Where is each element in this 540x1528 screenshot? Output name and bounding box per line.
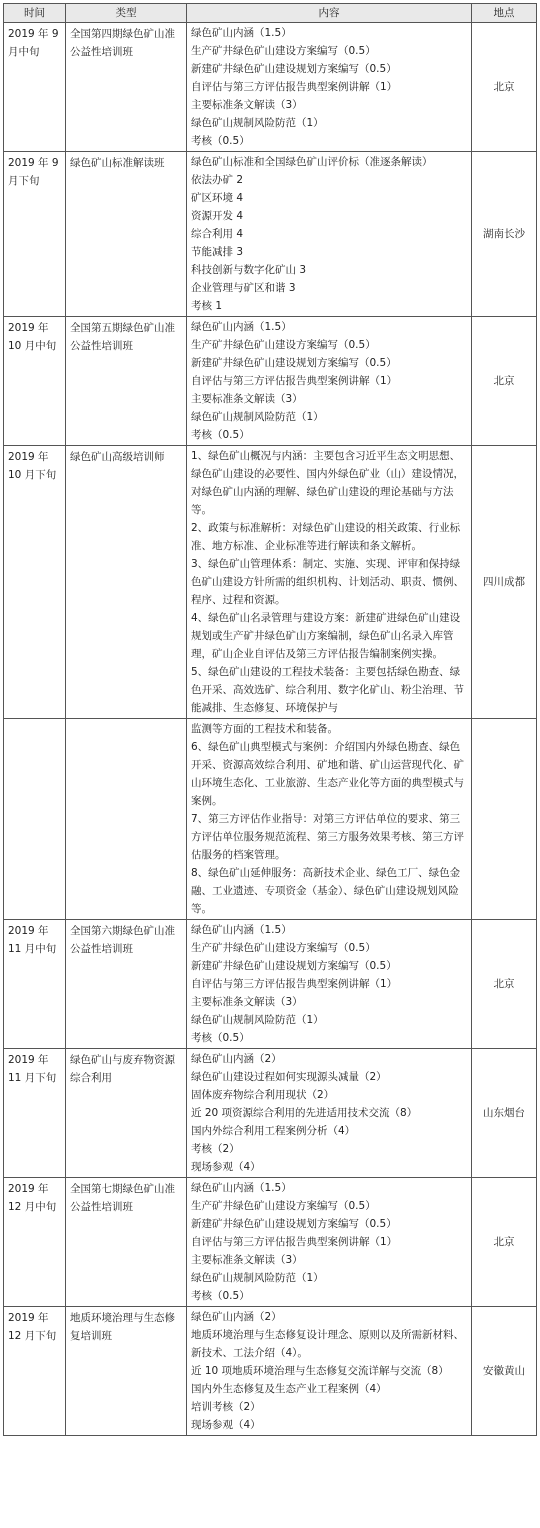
row-location: 安徽黄山 (472, 1307, 537, 1436)
header-content: 内容 (187, 4, 472, 23)
content-line: 主要标准条文解读（3） (191, 996, 303, 1008)
header-location: 地点 (472, 4, 537, 23)
content-line: 矿区环境 4 (191, 192, 244, 204)
content-line: 绿色矿山内涵（2） (191, 1311, 282, 1323)
content-line: 生产矿井绿色矿山建设方案编写（0.5） (191, 1200, 376, 1212)
content-line: 自评估与第三方评估报告典型案例讲解（1） (191, 978, 398, 990)
content-line: 企业管理与矿区和谐 3 (191, 282, 296, 294)
row-location: 北京 (472, 1178, 537, 1307)
content-line: 绿色矿山内涵（1.5） (191, 1182, 292, 1194)
row-type: 绿色矿山高级培训师 (66, 446, 187, 719)
table-header-row (4, 4, 537, 23)
content-line: 绿色矿山规制风险防范（1） (191, 1014, 324, 1026)
row-content (187, 23, 472, 152)
table-row (4, 1178, 537, 1307)
row-time: 2019 年 10 月下旬 (4, 446, 66, 719)
content-line: 综合利用 4 (191, 228, 244, 240)
content-line: 绿色矿山内涵（1.5） (191, 924, 292, 936)
content-line: 6、绿色矿山典型模式与案例：介绍国内外绿色勘查、绿色开采、资源高效综合利用、矿地和谐、矿山运营现代化、矿山环境生态化、工业旅游、生态产业化等方面的典型模式与案例。 (191, 741, 464, 807)
table-row (4, 446, 537, 719)
table-row (4, 152, 537, 317)
content-line: 自评估与第三方评估报告典型案例讲解（1） (191, 375, 398, 387)
row-content (187, 920, 472, 1049)
row-content (187, 719, 472, 920)
content-line: 国内外综合利用工程案例分析（4） (191, 1125, 356, 1137)
content-line: 7、第三方评估作业指导：对第三方评估单位的要求、第三方评估单位服务规范流程、第三方服务效果考核、第三方评估服务的档案管理。 (191, 813, 464, 861)
header-time: 时间 (4, 4, 66, 23)
content-line: 近 10 项地质环境治理与生态修复交流详解与交流（8） (191, 1365, 449, 1377)
content-line: 绿色矿山规制风险防范（1） (191, 117, 324, 129)
content-line: 近 20 项资源综合利用的先进适用技术交流（8） (191, 1107, 418, 1119)
content-line: 生产矿井绿色矿山建设方案编写（0.5） (191, 942, 376, 954)
row-time: 2019 年 12 月中旬 (4, 1178, 66, 1307)
row-time: 2019 年 12 月下旬 (4, 1307, 66, 1436)
row-type: 绿色矿山与废弃物资源综合利用 (66, 1049, 187, 1178)
content-line: 绿色矿山建设过程如何实现源头减量（2） (191, 1071, 387, 1083)
row-type: 全国第七期绿色矿山准公益性培训班 (66, 1178, 187, 1307)
content-line: 绿色矿山标准和全国绿色矿山评价标（准逐条解读） (191, 156, 433, 168)
content-line: 新建矿井绿色矿山建设规划方案编写（0.5） (191, 63, 397, 75)
table-row (4, 1049, 537, 1178)
content-line: 自评估与第三方评估报告典型案例讲解（1） (191, 1236, 398, 1248)
content-line: 节能减排 3 (191, 246, 244, 258)
row-location: 湖南长沙 (472, 152, 537, 317)
content-line: 主要标准条文解读（3） (191, 393, 303, 405)
content-line: 考核（2） (191, 1143, 240, 1155)
row-time: 2019 年 10 月中旬 (4, 317, 66, 446)
row-content (187, 152, 472, 317)
content-line: 生产矿井绿色矿山建设方案编写（0.5） (191, 45, 376, 57)
row-location: 北京 (472, 920, 537, 1049)
content-line: 2、政策与标准解析：对绿色矿山建设的相关政策、行业标准、地方标准、企业标准等进行解读和条文解析。 (191, 522, 461, 552)
content-line: 绿色矿山内涵（1.5） (191, 321, 292, 333)
content-line: 国内外生态修复及生态产业工程案例（4） (191, 1383, 387, 1395)
content-line: 监测等方面的工程技术和装备。 (191, 723, 338, 735)
row-content (187, 1307, 472, 1436)
content-line: 5、绿色矿山建设的工程技术装备：主要包括绿色勘查、绿色开采、高效选矿、综合利用、数字化矿山、粉尘治理、节能减排、生态修复、环境保护与 (191, 666, 464, 714)
content-line: 现场参观（4） (191, 1419, 261, 1431)
content-line: 绿色矿山规制风险防范（1） (191, 411, 324, 423)
row-location: 北京 (472, 23, 537, 152)
row-time: 2019 年 9 月中旬 (4, 23, 66, 152)
content-line: 绿色矿山内涵（1.5） (191, 27, 292, 39)
row-type: 全国第四期绿色矿山准公益性培训班 (66, 23, 187, 152)
row-content (187, 1178, 472, 1307)
content-line: 考核（0.5） (191, 135, 250, 147)
training-schedule-table (3, 3, 537, 1436)
content-line: 主要标准条文解读（3） (191, 99, 303, 111)
header-type: 类型 (66, 4, 187, 23)
content-line: 新建矿井绿色矿山建设规划方案编写（0.5） (191, 1218, 397, 1230)
content-line: 考核（0.5） (191, 429, 250, 441)
table-row (4, 719, 537, 920)
content-line: 新建矿井绿色矿山建设规划方案编写（0.5） (191, 960, 397, 972)
row-type (66, 719, 187, 920)
row-time: 2019 年 11 月下旬 (4, 1049, 66, 1178)
table-row (4, 317, 537, 446)
content-line: 主要标准条文解读（3） (191, 1254, 303, 1266)
row-time: 2019 年 11 月中旬 (4, 920, 66, 1049)
content-line: 生产矿井绿色矿山建设方案编写（0.5） (191, 339, 376, 351)
row-location (472, 719, 537, 920)
table-row (4, 23, 537, 152)
row-location: 四川成都 (472, 446, 537, 719)
content-line: 考核（0.5） (191, 1032, 250, 1044)
row-type: 地质环境治理与生态修复培训班 (66, 1307, 187, 1436)
content-line: 培训考核（2） (191, 1401, 261, 1413)
content-line: 资源开发 4 (191, 210, 244, 222)
content-line: 绿色矿山内涵（2） (191, 1053, 282, 1065)
content-line: 自评估与第三方评估报告典型案例讲解（1） (191, 81, 398, 93)
row-content (187, 446, 472, 719)
row-type: 全国第五期绿色矿山准公益性培训班 (66, 317, 187, 446)
content-line: 科技创新与数字化矿山 3 (191, 264, 307, 276)
row-type: 全国第六期绿色矿山准公益性培训班 (66, 920, 187, 1049)
content-line: 地质环境治理与生态修复设计理念、原则以及所需新材料、新技术、工法介绍（4）。 (191, 1329, 464, 1359)
content-line: 考核（0.5） (191, 1290, 250, 1302)
row-location: 山东烟台 (472, 1049, 537, 1178)
content-line: 3、绿色矿山管理体系：制定、实施、实现、评审和保持绿色矿山建设方针所需的组织机构、计划活动、职责、惯例、程序、过程和资源。 (191, 558, 464, 606)
row-content (187, 1049, 472, 1178)
content-line: 现场参观（4） (191, 1161, 261, 1173)
table-row (4, 920, 537, 1049)
row-location: 北京 (472, 317, 537, 446)
content-line: 4、绿色矿山名录管理与建设方案：新建矿进绿色矿山建设规划或生产矿井绿色矿山方案编制，绿色矿山名录入库管理，矿山企业自评估及第三方评估报告编制案例实操。 (191, 612, 461, 660)
content-line: 依法办矿 2 (191, 174, 244, 186)
content-line: 8、绿色矿山延伸服务：高新技术企业、绿色工厂、绿色金融、工业遗迹、专项资金（基金）、绿色矿山建设规划风险等。 (191, 867, 461, 915)
row-content (187, 317, 472, 446)
content-line: 新建矿井绿色矿山建设规划方案编写（0.5） (191, 357, 397, 369)
table-row (4, 1307, 537, 1436)
content-line: 1、绿色矿山概况与内涵：主要包含习近平生态文明思想、绿色矿山建设的必要性、国内外绿色矿业（山）建设情况，对绿色矿山内涵的理解、绿色矿山建设的理论基础与方法等。 (191, 450, 464, 516)
row-time (4, 719, 66, 920)
content-line: 固体废弃物综合利用现状（2） (191, 1089, 335, 1101)
content-line: 绿色矿山规制风险防范（1） (191, 1272, 324, 1284)
content-line: 考核 1 (191, 300, 223, 312)
row-time: 2019 年 9 月下旬 (4, 152, 66, 317)
row-type: 绿色矿山标准解读班 (66, 152, 187, 317)
